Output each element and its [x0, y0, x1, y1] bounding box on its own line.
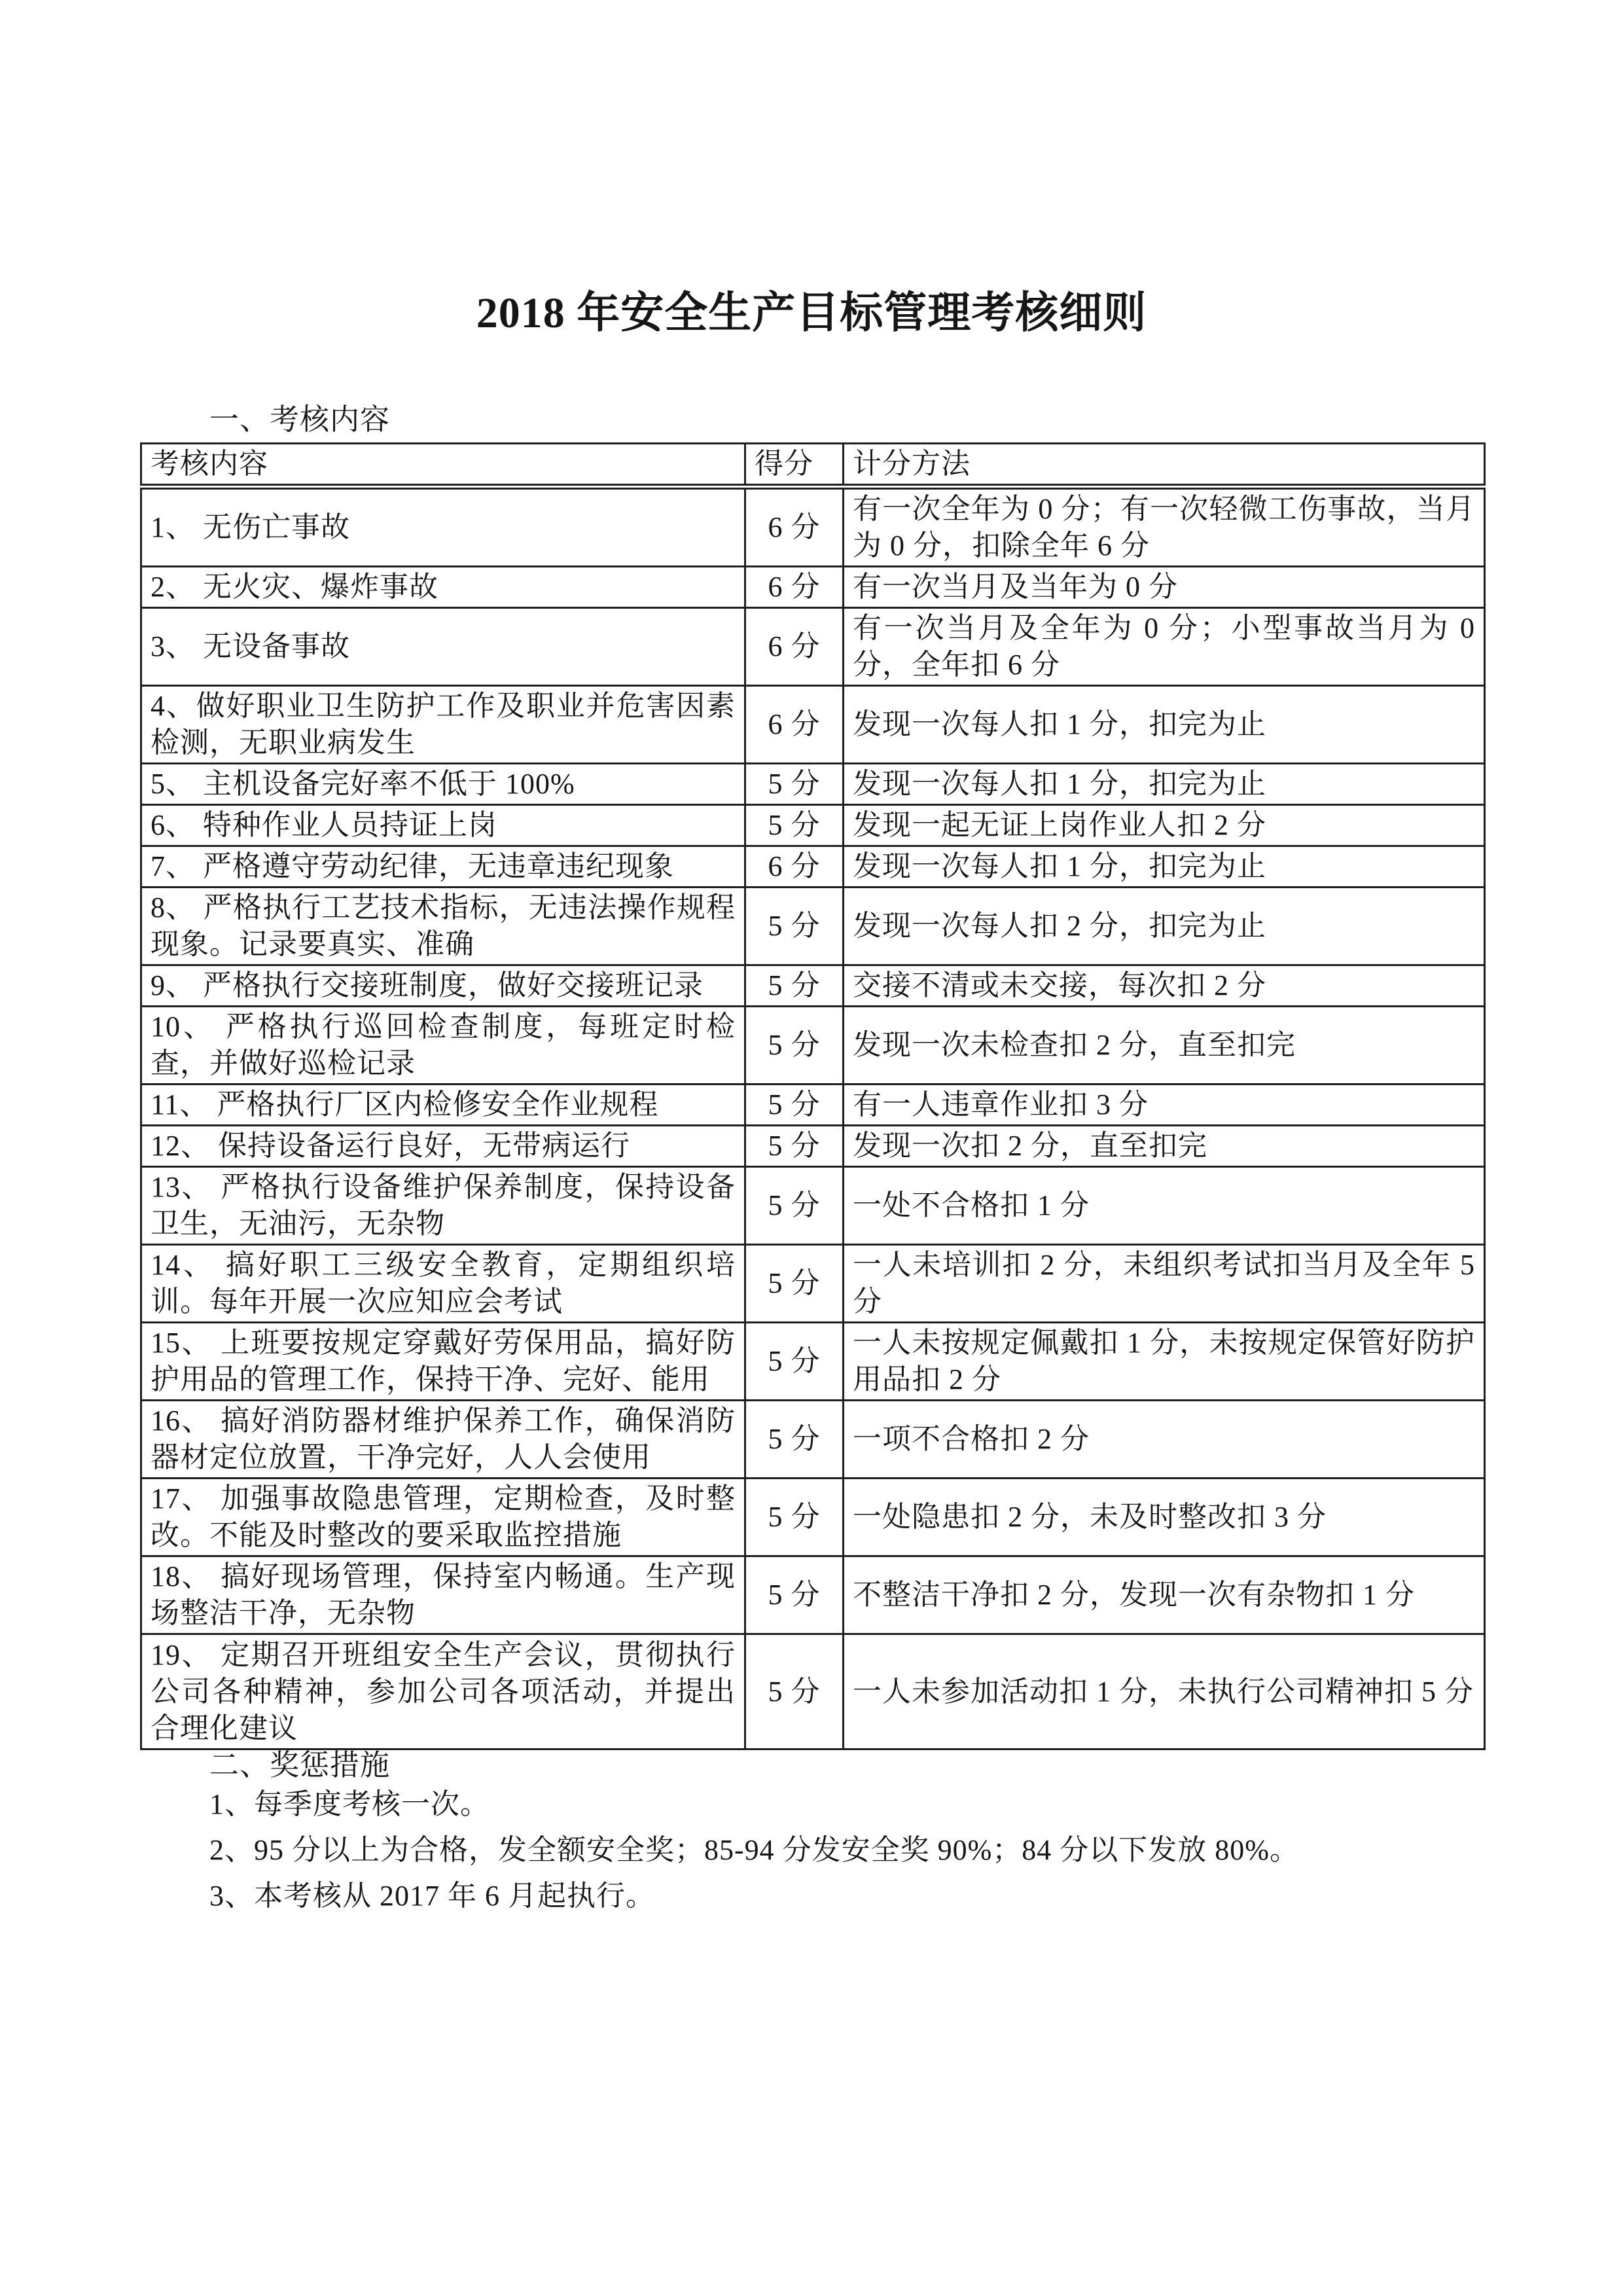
scoring-method-cell: 一项不合格扣 2 分	[844, 1401, 1485, 1479]
scoring-method-cell: 不整洁干净扣 2 分，发现一次有杂物扣 1 分	[844, 1556, 1485, 1634]
assessment-table	[140, 442, 1486, 1750]
assessment-content-cell: 7、 严格遵守劳动纪律，无违章违纪现象	[141, 846, 745, 888]
score-cell: 5 分	[745, 1085, 844, 1126]
scoring-method-cell: 发现一起无证上岗作业人扣 2 分	[844, 805, 1485, 846]
scoring-method-cell: 发现一次每人扣 2 分，扣完为止	[844, 888, 1485, 965]
reward-item: 2、95 分以上为合格，发全额安全奖；85-94 分发安全奖 90%；84 分以下发放 80%。	[209, 1834, 1299, 1866]
scoring-method-cell: 发现一次扣 2 分，直至扣完	[844, 1126, 1485, 1167]
header-score: 得分	[745, 444, 844, 487]
assessment-content-cell: 5、 主机设备完好率不低于 100%	[141, 764, 745, 805]
table-row	[141, 1634, 1485, 1749]
table-header-row	[141, 444, 1485, 487]
score-cell: 5 分	[745, 1401, 844, 1479]
assessment-content-cell: 17、 加强事故隐患管理，定期检查，及时整改。不能及时整改的要采取监控措施	[141, 1479, 745, 1556]
scoring-method-cell: 发现一次每人扣 1 分，扣完为止	[844, 846, 1485, 888]
reward-item: 1、每季度考核一次。	[209, 1788, 490, 1820]
table-row	[141, 1085, 1485, 1126]
assessment-content-cell: 12、 保持设备运行良好，无带病运行	[141, 1126, 745, 1167]
score-cell: 5 分	[745, 764, 844, 805]
table-row	[141, 965, 1485, 1007]
assessment-content-cell: 8、 严格执行工艺技术指标，无违法操作规程现象。记录要真实、准确	[141, 888, 745, 965]
scoring-method-cell: 一人未培训扣 2 分，未组织考试扣当月及全年 5 分	[844, 1245, 1485, 1323]
table-row	[141, 1007, 1485, 1085]
assessment-content-cell: 18、 搞好现场管理，保持室内畅通。生产现场整洁干净，无杂物	[141, 1556, 745, 1634]
assessment-content-cell: 10、 严格执行巡回检查制度，每班定时检查，并做好巡检记录	[141, 1007, 745, 1085]
score-cell: 6 分	[745, 608, 844, 686]
reward-punishment-list	[209, 1782, 1505, 1919]
score-cell: 5 分	[745, 1007, 844, 1085]
assessment-content-cell: 2、 无火灾、爆炸事故	[141, 567, 745, 608]
score-cell: 5 分	[745, 1245, 844, 1323]
table-row	[141, 1401, 1485, 1479]
section-two-heading: 二、奖惩措施	[209, 1749, 391, 1782]
table-row	[141, 608, 1485, 686]
score-cell: 5 分	[745, 1556, 844, 1634]
scoring-method-cell: 一处隐患扣 2 分，未及时整改扣 3 分	[844, 1479, 1485, 1556]
score-cell: 5 分	[745, 888, 844, 965]
table-row	[141, 1126, 1485, 1167]
score-cell: 5 分	[745, 805, 844, 846]
table-body	[141, 487, 1485, 1749]
score-cell: 6 分	[745, 567, 844, 608]
table-row	[141, 1479, 1485, 1556]
scoring-method-cell: 有一次全年为 0 分；有一次轻微工伤事故，当月为 0 分，扣除全年 6 分	[844, 487, 1485, 567]
table-row	[141, 764, 1485, 805]
table-row	[141, 1556, 1485, 1634]
score-cell: 6 分	[745, 686, 844, 764]
scoring-method-cell: 有一人违章作业扣 3 分	[844, 1085, 1485, 1126]
score-cell: 5 分	[745, 1167, 844, 1245]
table-row	[141, 1323, 1485, 1401]
table-row	[141, 686, 1485, 764]
scoring-method-cell: 发现一次每人扣 1 分，扣完为止	[844, 764, 1485, 805]
assessment-content-cell: 1、 无伤亡事故	[141, 487, 745, 567]
scoring-method-cell: 发现一次未检查扣 2 分，直至扣完	[844, 1007, 1485, 1085]
scoring-method-cell: 一人未参加活动扣 1 分，未执行公司精神扣 5 分	[844, 1634, 1485, 1749]
assessment-content-cell: 9、 严格执行交接班制度，做好交接班记录	[141, 965, 745, 1007]
scoring-method-cell: 有一次当月及全年为 0 分；小型事故当月为 0 分，全年扣 6 分	[844, 608, 1485, 686]
assessment-content-cell: 15、 上班要按规定穿戴好劳保用品，搞好防护用品的管理工作，保持干净、完好、能用	[141, 1323, 745, 1401]
score-cell: 5 分	[745, 1126, 844, 1167]
score-cell: 5 分	[745, 1323, 844, 1401]
table-row	[141, 567, 1485, 608]
assessment-content-cell: 3、 无设备事故	[141, 608, 745, 686]
assessment-content-cell: 14、 搞好职工三级安全教育，定期组织培训。每年开展一次应知应会考试	[141, 1245, 745, 1323]
assessment-content-cell: 13、 严格执行设备维护保养制度，保持设备卫生，无油污，无杂物	[141, 1167, 745, 1245]
table-row	[141, 805, 1485, 846]
assessment-content-cell: 4、做好职业卫生防护工作及职业并危害因素检测，无职业病发生	[141, 686, 745, 764]
document-title: 2018 年安全生产目标管理考核细则	[476, 289, 1147, 337]
table-row	[141, 888, 1485, 965]
reward-item: 3、本考核从 2017 年 6 月起执行。	[209, 1880, 655, 1912]
assessment-content-cell: 11、 严格执行厂区内检修安全作业规程	[141, 1085, 745, 1126]
assessment-content-cell: 16、 搞好消防器材维护保养工作，确保消防器材定位放置，干净完好，人人会使用	[141, 1401, 745, 1479]
score-cell: 5 分	[745, 1479, 844, 1556]
scoring-method-cell: 一处不合格扣 1 分	[844, 1167, 1485, 1245]
assessment-content-cell: 6、 特种作业人员持证上岗	[141, 805, 745, 846]
table-row	[141, 846, 1485, 888]
header-assessment-content: 考核内容	[141, 444, 745, 487]
table-row	[141, 487, 1485, 567]
scoring-method-cell: 有一次当月及当年为 0 分	[844, 567, 1485, 608]
scoring-method-cell: 交接不清或未交接，每次扣 2 分	[844, 965, 1485, 1007]
score-cell: 6 分	[745, 846, 844, 888]
section-one-heading: 一、考核内容	[209, 403, 391, 436]
score-cell: 6 分	[745, 487, 844, 567]
score-cell: 5 分	[745, 1634, 844, 1749]
header-scoring-method: 计分方法	[844, 444, 1485, 487]
score-cell: 5 分	[745, 965, 844, 1007]
assessment-content-cell: 19、 定期召开班组安全生产会议，贯彻执行公司各种精神，参加公司各项活动，并提出合理化建议	[141, 1634, 745, 1749]
table-row	[141, 1245, 1485, 1323]
table-row	[141, 1167, 1485, 1245]
scoring-method-cell: 一人未按规定佩戴扣 1 分，未按规定保管好防护用品扣 2 分	[844, 1323, 1485, 1401]
scoring-method-cell: 发现一次每人扣 1 分，扣完为止	[844, 686, 1485, 764]
